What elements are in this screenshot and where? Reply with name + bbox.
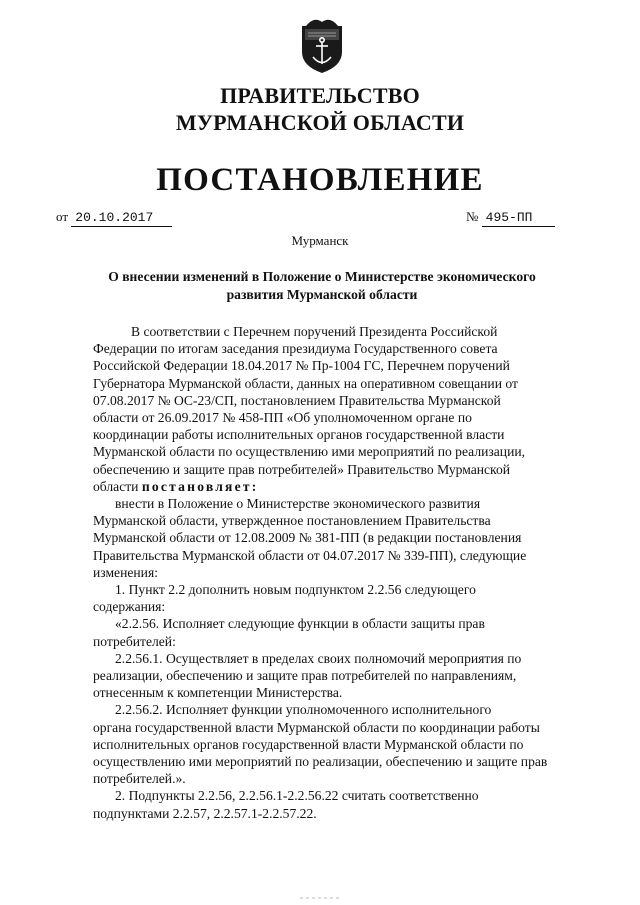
body-line: области от 26.09.2017 № 458-ПП «Об уполномоченном органе по xyxy=(93,410,472,426)
body-line: исполнительных органов государственной власти Мурманской области по xyxy=(93,736,524,752)
body-line: содержания: xyxy=(93,599,166,615)
body-line: изменения: xyxy=(93,564,158,580)
subject-line-1: О внесении изменений в Положение о Министерстве экономического xyxy=(108,269,536,284)
body-line: осуществлению ими мероприятий по реализации, обеспечению и защите прав xyxy=(93,754,548,770)
body-line: Мурманской области по осуществлению ими мероприятий по реализации, xyxy=(93,444,526,460)
body-line: В соответствии с Перечнем поручений Президента Российской xyxy=(131,324,498,339)
document-subject xyxy=(92,268,552,304)
body-line: обеспечению и защите прав потребителей» Правительство Мурманской xyxy=(93,461,511,477)
body-line: потребителей: xyxy=(93,633,176,649)
murmansk-coat-of-arms-icon xyxy=(298,16,346,74)
footer-mark xyxy=(300,896,340,900)
resolves-line xyxy=(93,478,598,495)
number-value: 495-ПП xyxy=(485,210,533,225)
body-line: «2.2.56. Исполняет следующие функции в области защиты прав xyxy=(115,616,485,632)
body-line: внести в Положение о Министерстве экономического развития xyxy=(115,496,481,512)
body-line: Российской Федерации 18.04.2017 № Пр-1004 ГС, Перечнем поручений xyxy=(93,358,510,374)
body-line: Федерации по итогам заседания президиума Государственного совета xyxy=(93,341,498,357)
body-line: 2. Подпункты 2.2.56, 2.2.56.1-2.2.56.22 считать соответственно xyxy=(115,788,479,804)
body-line: координации работы исполнительных органов государственной власти xyxy=(93,427,505,443)
body-line: подпунктами 2.2.57, 2.2.57.1-2.2.57.22. xyxy=(93,805,317,821)
body-line: 2.2.56.2. Исполняет функции уполномоченного исполнительного xyxy=(115,702,492,718)
document-body xyxy=(93,323,598,822)
body-line: 1. Пункт 2.2 дополнить новым подпунктом 2.2.56 следующего xyxy=(115,582,476,598)
body-line: 07.08.2017 № ОС-23/СП, постановлением Правительства Мурманской xyxy=(93,392,501,408)
document-date xyxy=(56,209,172,227)
document-number xyxy=(466,209,555,227)
government-line-1: ПРАВИТЕЛЬСТВО xyxy=(220,83,420,108)
resolves-prefix: области xyxy=(93,478,139,494)
subject-line-2: развития Мурманской области xyxy=(226,287,418,302)
resolves-word: постановляет: xyxy=(141,478,259,494)
date-field xyxy=(71,209,172,227)
document-city: Мурманск xyxy=(291,233,349,248)
body-line: органа государственной власти Мурманской области по координации работы xyxy=(93,719,540,735)
body-line: 2.2.56.1. Осуществляет в пределах своих полномочий мероприятия по xyxy=(115,650,522,666)
body-line: отнесенным к компетенции Министерства. xyxy=(93,685,343,701)
government-line-2: МУРМАНСКОЙ ОБЛАСТИ xyxy=(175,110,465,135)
date-prefix: от xyxy=(56,209,69,224)
government-title xyxy=(0,82,640,136)
document-type: ПОСТАНОВЛЕНИЕ xyxy=(156,162,484,198)
date-value: 20.10.2017 xyxy=(75,210,154,225)
body-line: реализации, обеспечению и защите прав потребителей по направлениям, xyxy=(93,668,517,684)
number-prefix: № xyxy=(466,209,479,224)
body-line: Мурманской области от 12.08.2009 № 381-ПП (в редакции постановления xyxy=(93,530,522,546)
body-line: Губернатора Мурманской области, данных на оперативном совещании от xyxy=(93,375,518,391)
body-line: Правительства Мурманской области от 04.07.2017 № 339-ПП), следующие xyxy=(93,547,527,563)
body-line: Мурманской области, утвержденное постановлением Правительства xyxy=(93,513,491,529)
body-line: потребителей.». xyxy=(93,771,186,787)
number-field xyxy=(482,209,555,227)
